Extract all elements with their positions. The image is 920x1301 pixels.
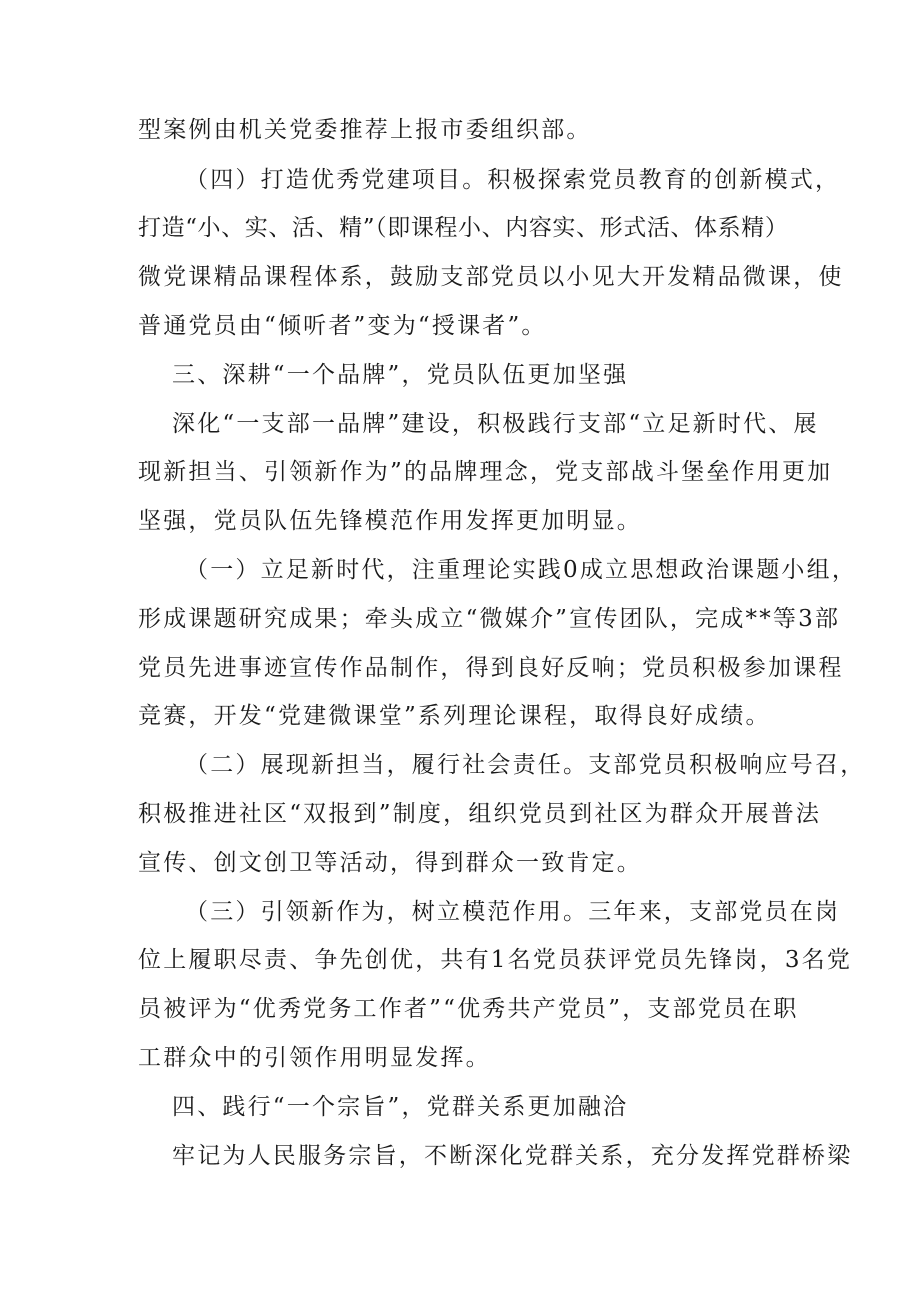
text-line: 打造“小、实、活、精”（即课程小、内容实、形式活、体系精）: [138, 215, 789, 241]
text-line: 现新担当、引领新作为”的品牌理念，党支部战斗堡垒作用更加: [138, 459, 833, 485]
text-line: 牢记为人民服务宗旨，不断深化党群关系，充分发挥党群桥梁: [172, 1143, 853, 1169]
section-heading: 四、践行“一个宗旨”，党群关系更加融洽: [172, 1094, 629, 1120]
text-line: （三）引领新作为，树立模范作用。三年来，支部党员在岗: [185, 899, 841, 925]
section-heading: 三、深耕“一个品牌”，党员队伍更加坚强: [172, 362, 629, 388]
text-line: 普通党员由“倾听者”变为“授课者”。: [138, 313, 547, 339]
text-line: 形成课题研究成果；牵头成立“微媒介”宣传团队，完成**等3部: [138, 606, 841, 632]
text-line: 微党课精品课程体系，鼓励支部党员以小见大开发精品微课，使: [138, 264, 844, 290]
text-line: 党员先进事迹宣传作品制作，得到良好反响；党员积极参加课程: [138, 655, 844, 681]
text-line: 型案例由机关党委推荐上报市委组织部。: [138, 117, 592, 143]
text-line: 竞赛，开发“党建微课堂”系列理论课程，取得良好成绩。: [138, 703, 771, 729]
text-line: 工群众中的引领作用明显发挥。: [138, 1045, 491, 1071]
text-line: 坚强，党员队伍先锋模范作用发挥更加明显。: [138, 508, 642, 534]
text-line: （二）展现新担当，履行社会责任。支部党员积极响应号召，: [185, 752, 866, 778]
text-line: 深化“一支部一品牌”建设，积极践行支部“立足新时代、展: [172, 411, 819, 437]
text-line: 宣传、创文创卫等活动，得到群众一致肯定。: [138, 850, 642, 876]
text-line: （四）打造优秀党建项目。积极探索党员教育的创新模式，: [185, 167, 841, 193]
text-line: 员被评为“优秀党务工作者”“优秀共产党员”，支部党员在职: [138, 996, 799, 1022]
text-line: 积极推进社区“双报到”制度，组织党员到社区为群众开展普法: [138, 801, 822, 827]
text-line: （一）立足新时代，注重理论实践0成立思想政治课题小组，: [185, 557, 858, 583]
text-line: 位上履职尽责、争先创优，共有1名党员获评党员先锋岗，3名党: [138, 947, 853, 973]
